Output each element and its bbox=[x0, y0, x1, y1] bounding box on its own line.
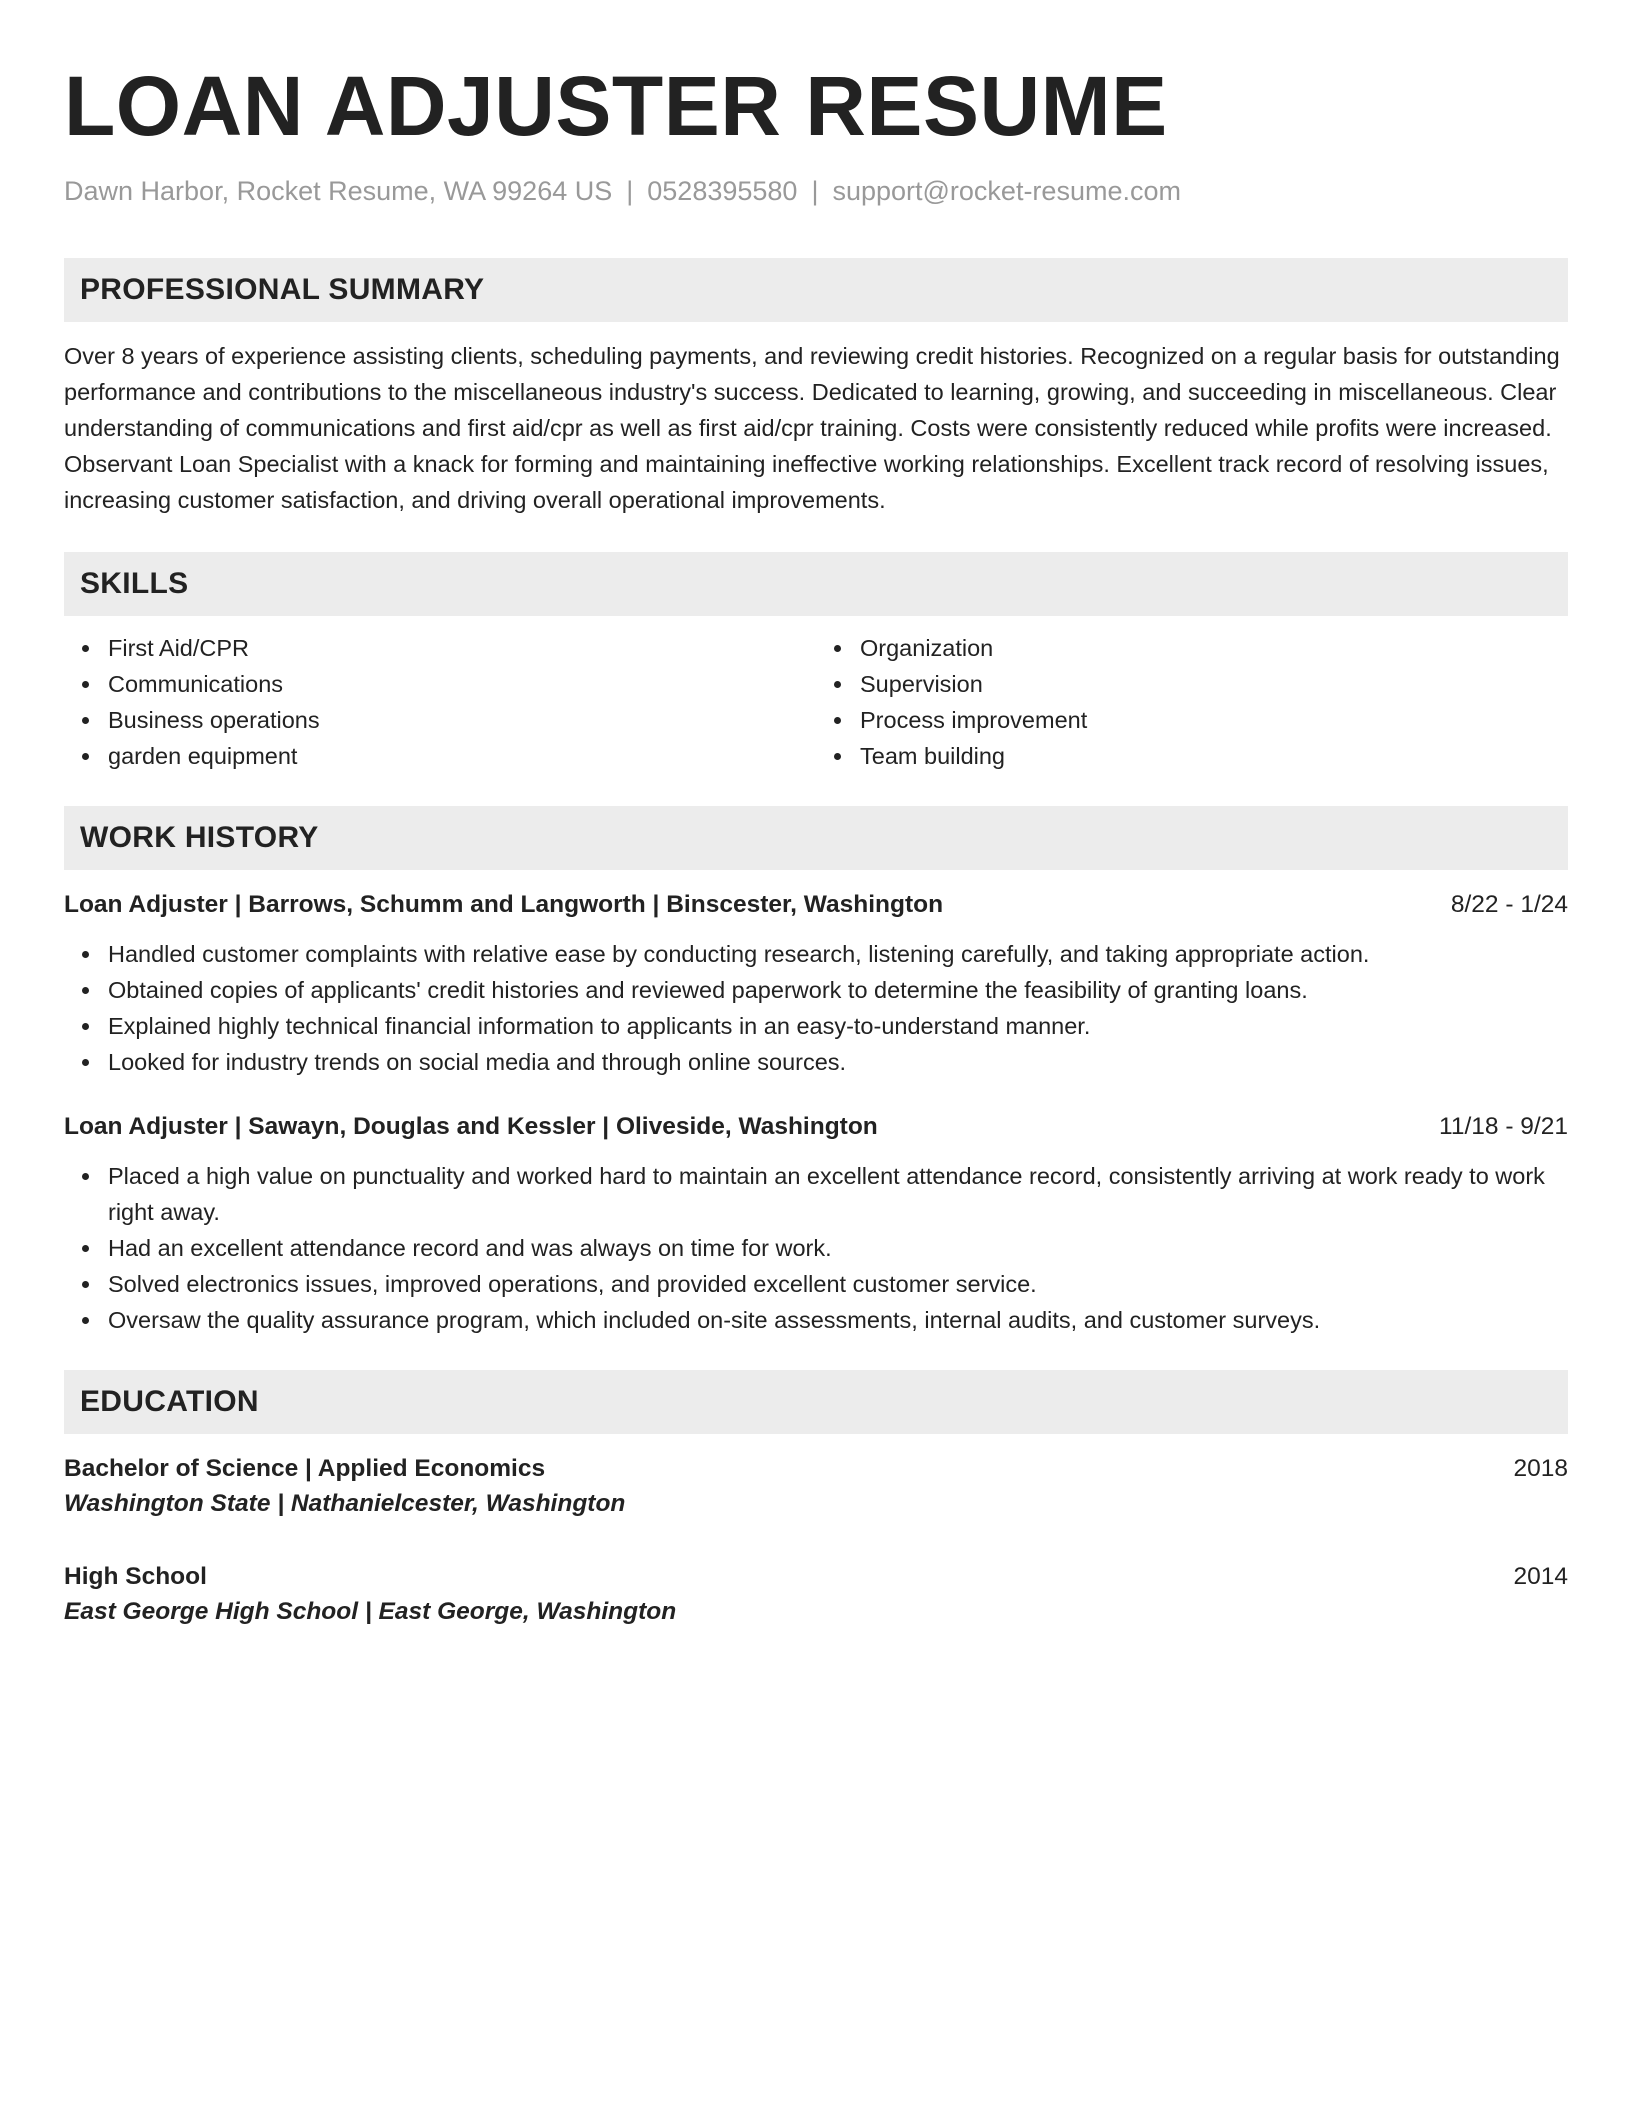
job-bullets bbox=[64, 936, 1568, 1080]
job-title: Loan Adjuster | Sawayn, Douglas and Kessler | Oliveside, Washington bbox=[64, 1113, 878, 1140]
skill-item: Team building bbox=[860, 738, 1568, 774]
skills-list bbox=[64, 630, 1568, 774]
job-bullet: Had an excellent attendance record and was always on time for work. bbox=[108, 1230, 1568, 1266]
summary-text: Over 8 years of experience assisting clients, scheduling payments, and reviewing credit histories. Recognized on a regular basis for outstanding performance and contributions to the miscellaneous industry's success. Dedicated to learning, growing, and succeeding in miscellaneous. Clear understanding of communications and first aid/cpr as well as first aid/cpr training. Costs were consistently reduced while profits were increased. Observant Loan Specialist with a knack for forming and maintaining ineffective working relationships. Excellent track record of resolving issues, increasing customer satisfaction, and driving overall operational improvements. bbox=[64, 343, 1560, 513]
skill-item: Process improvement bbox=[860, 702, 1568, 738]
job-bullets bbox=[64, 1158, 1568, 1338]
skill-item: Supervision bbox=[860, 666, 1568, 702]
job-title: Loan Adjuster | Barrows, Schumm and Langworth | Binscester, Washington bbox=[64, 891, 944, 918]
skill-item: Business operations bbox=[108, 702, 816, 738]
education-year: 2018 bbox=[1513, 1455, 1568, 1482]
job-bullet: Explained highly technical financial information to applicants in an easy-to-understand manner. bbox=[108, 1008, 1568, 1044]
education-school: East George High School | East George, Washington bbox=[64, 1598, 677, 1625]
education-header bbox=[64, 1452, 1568, 1486]
resume-title: LOAN ADJUSTER RESUME bbox=[64, 59, 1168, 153]
skill-item: Organization bbox=[860, 630, 1568, 666]
contact-email: support@rocket-resume.com bbox=[832, 176, 1181, 206]
job-entry bbox=[64, 1110, 1568, 1338]
job-entry bbox=[64, 888, 1568, 1080]
education-heading: EDUCATION bbox=[64, 1370, 1568, 1434]
education-degree: Bachelor of Science | Applied Economics bbox=[64, 1455, 546, 1482]
skills-column-right bbox=[816, 630, 1568, 774]
job-dates: 11/18 - 9/21 bbox=[1439, 1113, 1568, 1140]
contact-phone: 0528395580 bbox=[647, 176, 798, 206]
education-year: 2014 bbox=[1513, 1563, 1568, 1590]
education-degree: High School bbox=[64, 1563, 207, 1590]
skills-column-left bbox=[64, 630, 816, 774]
contact-separator: | bbox=[811, 176, 819, 206]
job-bullet: Looked for industry trends on social media and through online sources. bbox=[108, 1044, 1568, 1080]
job-bullet: Placed a high value on punctuality and worked hard to maintain an excellent attendance record, consistently arriving at work ready to work right away. bbox=[108, 1158, 1568, 1230]
job-bullet: Solved electronics issues, improved operations, and provided excellent customer service. bbox=[108, 1266, 1568, 1302]
education-entry bbox=[64, 1560, 1568, 1630]
job-bullet: Oversaw the quality assurance program, which included on-site assessments, internal audits, and customer surveys. bbox=[108, 1302, 1568, 1338]
summary-heading: PROFESSIONAL SUMMARY bbox=[64, 258, 1568, 322]
job-dates: 8/22 - 1/24 bbox=[1450, 891, 1568, 918]
job-bullet: Obtained copies of applicants' credit histories and reviewed paperwork to determine the feasibility of granting loans. bbox=[108, 972, 1568, 1008]
job-header bbox=[64, 1110, 1568, 1144]
job-bullet: Handled customer complaints with relative ease by conducting research, listening carefully, and taking appropriate action. bbox=[108, 936, 1568, 972]
work-history-heading: WORK HISTORY bbox=[64, 806, 1568, 870]
skill-item: garden equipment bbox=[108, 738, 816, 774]
education-school: Washington State | Nathanielcester, Washington bbox=[64, 1490, 626, 1517]
contact-separator: | bbox=[626, 176, 634, 206]
education-entry bbox=[64, 1452, 1568, 1522]
skill-item: First Aid/CPR bbox=[108, 630, 816, 666]
job-header bbox=[64, 888, 1568, 922]
contact-line bbox=[64, 174, 1568, 208]
contact-address: Dawn Harbor, Rocket Resume, WA 99264 US bbox=[64, 176, 613, 206]
education-header bbox=[64, 1560, 1568, 1594]
skill-item: Communications bbox=[108, 666, 816, 702]
skills-heading: SKILLS bbox=[64, 552, 1568, 616]
